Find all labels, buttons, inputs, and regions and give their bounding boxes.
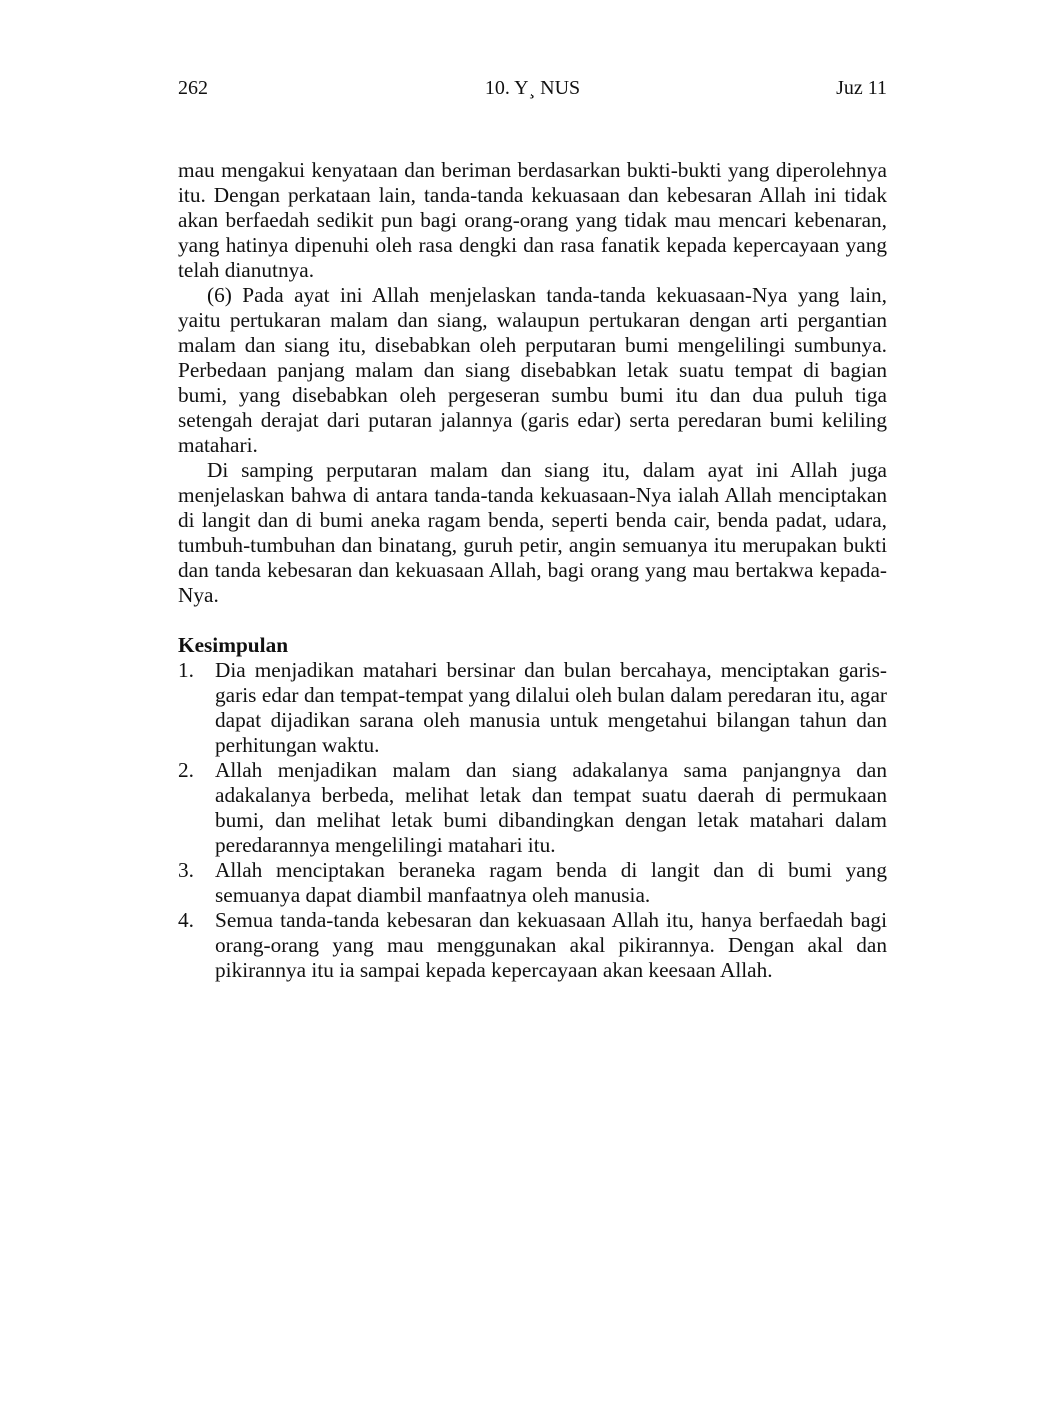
paragraph-verse-6: (6) Pada ayat ini Allah menjelaskan tanda-tanda kekuasaan-Nya yang lain, yaitu pertukaran malam dan siang, walaupun pertukaran dengan arti pergantian malam dan siang itu, disebabkan oleh perputaran bumi mengelilingi sumbunya. Perbedaan panjang malam dan siang disebabkan letak suatu tempat di bagian bumi, yang disebabkan oleh pergeseran sumbu bumi itu dan dua puluh tiga setengah derajat dari putaran jalannya (garis edar) serta peredaran bumi keliling matahari. (178, 283, 887, 457)
conclusion-item (178, 758, 887, 858)
document-page (178, 0, 887, 1417)
paragraph-continuation: mau mengakui kenyataan dan beriman berdasarkan bukti-bukti yang diperolehnya itu. Dengan perkataan lain, tanda-tanda kekuasaan dan kebesaran Allah ini tidak akan berfaedah sedikit pun bagi orang-orang yang tidak mau mencari kebenaran, yang hatinya dipenuhi oleh rasa dengki dan rasa fanatik kepada kepercayaan yang telah dianutnya. (178, 158, 887, 282)
item-text: Allah menciptakan beraneka ragam benda di langit dan di bumi yang semuanya dapat diambil manfaatnya oleh manusia. (215, 858, 887, 907)
paragraph-signs: Di samping perputaran malam dan siang itu, dalam ayat ini Allah juga menjelaskan bahwa di antara tanda-tanda kekuasaan-Nya ialah Allah menciptakan di langit dan di bumi aneka ragam benda, seperti benda cair, benda padat, udara, tumbuh-tumbuhan dan binatang, guruh petir, angin semuanya itu merupakan bukti dan tanda kebesaran dan kekuasaan Allah, bagi orang yang mau bertakwa kepada-Nya. (178, 458, 887, 607)
item-number: 4. (178, 908, 194, 932)
conclusion-item (178, 858, 887, 908)
chapter-title: 10. Y¸ NUS (484, 77, 581, 99)
conclusion-list (178, 658, 887, 983)
juz-label: Juz 11 (836, 77, 887, 99)
running-header (178, 76, 887, 100)
item-text: Dia menjadikan matahari bersinar dan bulan bercahaya, menciptakan garis-garis edar dan tempat-tempat yang dilalui oleh bulan dalam peredaran itu, agar dapat dijadikan sarana oleh manusia untuk mengetahui bilangan tahun dan perhitungan waktu. (215, 658, 887, 757)
page-number: 262 (178, 77, 208, 99)
section-heading-kesimpulan: Kesimpulan (178, 633, 289, 657)
item-text: Allah menjadikan malam dan siang adakalanya sama panjangnya dan adakalanya berbeda, melihat letak dan tempat suatu daerah di permukaan bumi, dan melihat letak bumi dibandingkan dengan letak matahari dalam peredarannya mengelilingi matahari itu. (215, 758, 887, 857)
item-number: 3. (178, 858, 194, 882)
conclusion-item (178, 908, 887, 983)
body-text (178, 158, 887, 983)
item-number: 2. (178, 758, 194, 782)
item-text: Semua tanda-tanda kebesaran dan kekuasaan Allah itu, hanya berfaedah bagi orang-orang yang mau menggunakan akal pikirannya. Dengan akal dan pikirannya itu ia sampai kepada kepercayaan akan keesaan Allah. (215, 908, 887, 982)
item-number: 1. (178, 658, 194, 682)
conclusion-item (178, 658, 887, 758)
